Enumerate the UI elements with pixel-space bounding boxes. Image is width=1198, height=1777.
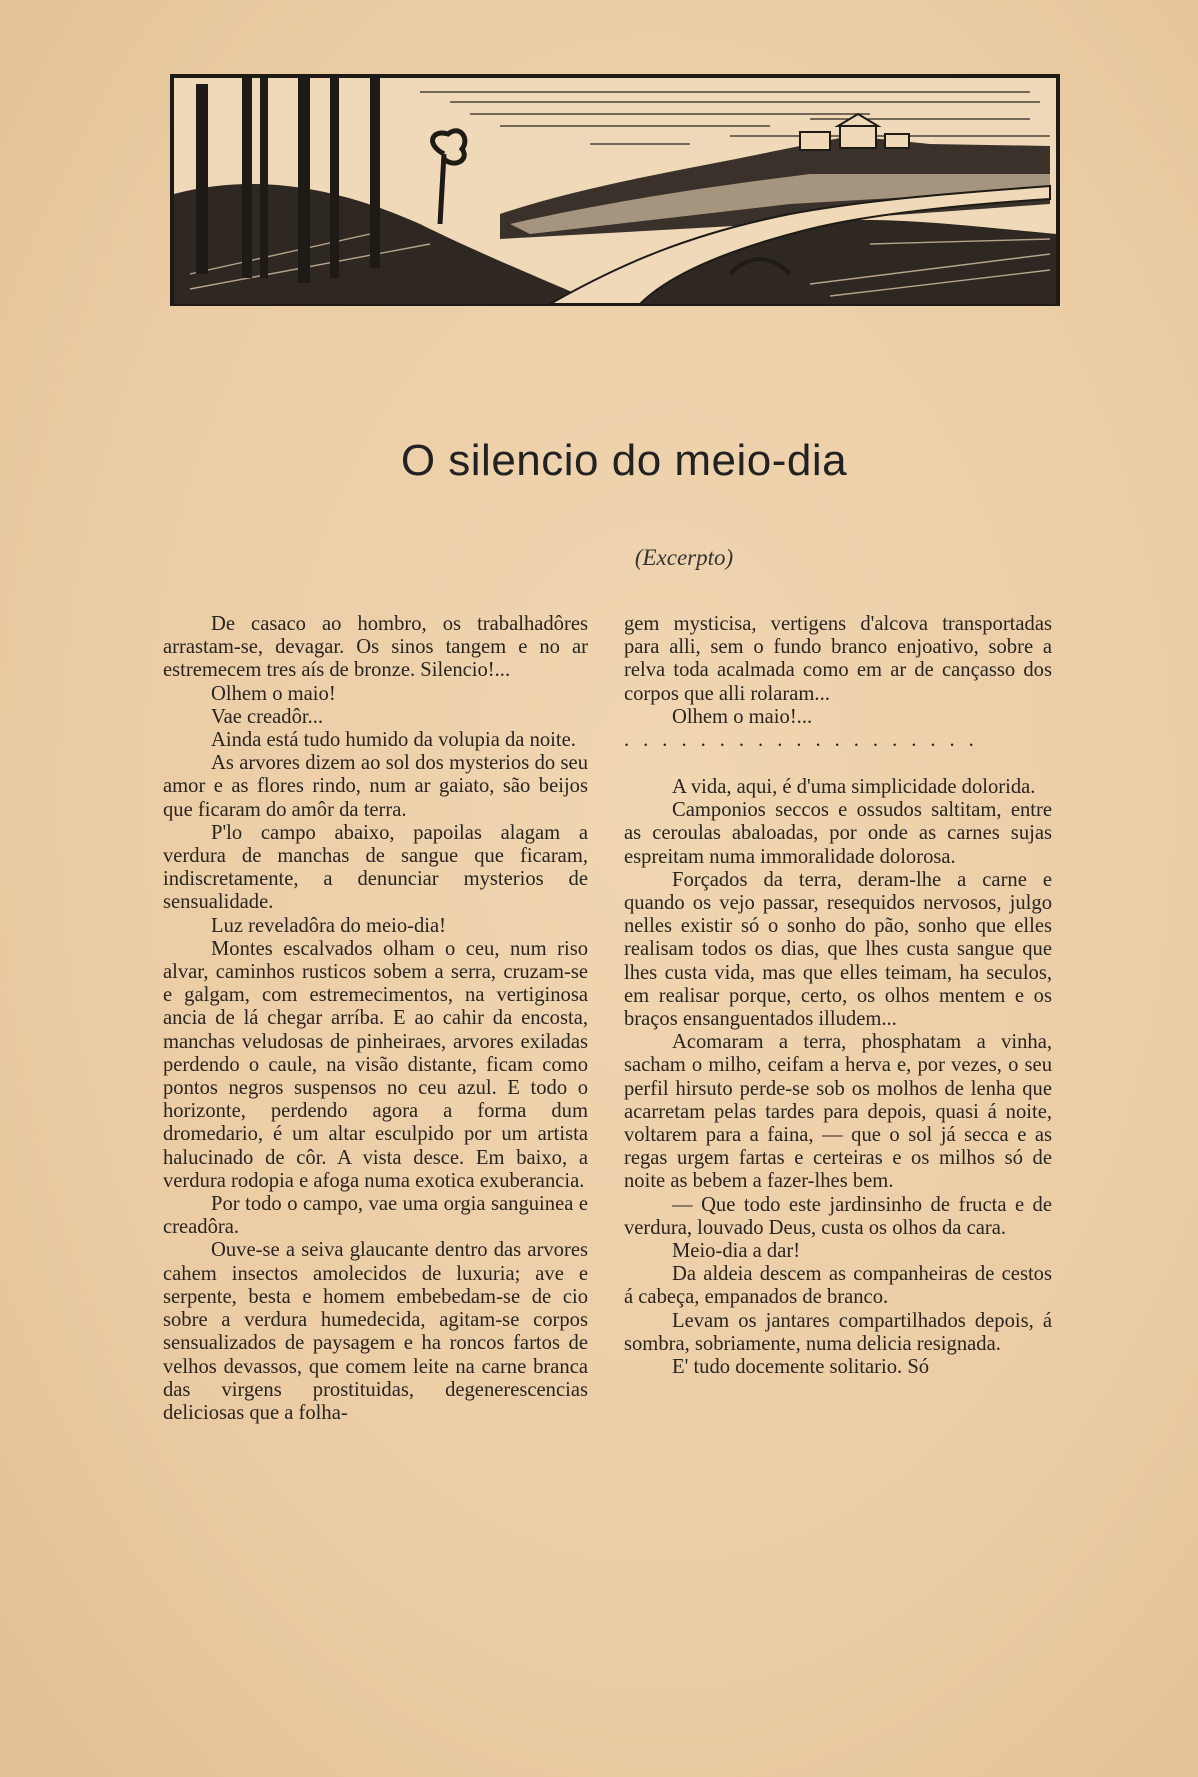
paragraph: As arvores dizem ao sol dos mysterios do seu amor e as flores rindo, num ar gaiato, são beijos que ficaram do amôr da terra. <box>163 752 588 821</box>
paragraph: Forçados da terra, deram-lhe a carne e quando os vejo passar, resequidos nervosos, julgo nelles existir só o sonho do pão, sonho que elles realisam todos os dias, que lhes custa sangue que lhes custa vida, mas que elles teimam, ha seculos, em realisar porque, certo, os olhos mentem e os braços ensanguentados illudem... <box>624 868 1052 1031</box>
article-subtitle: (Excerpto) <box>634 545 734 570</box>
paragraph: Levam os jantares compartilhados depois, á sombra, sobriamente, numa delicia resignada. <box>624 1309 1052 1355</box>
paragraph: P'lo campo abaixo, papoilas alagam a verdura de manchas de sangue que ficaram, indiscretamente, a denunciar mysterios de sensualidade. <box>163 821 588 914</box>
right-column <box>624 613 1052 1379</box>
paragraph: Camponios seccos e ossudos saltitam, entre as ceroulas abaloadas, por onde as carnes sujas espreitam numa immoralidade dolorosa. <box>624 799 1052 868</box>
paragraph: Vae creadôr... <box>211 705 324 728</box>
paragraph: A vida, aqui, é d'uma simplicidade dolorida. <box>672 776 1036 799</box>
paragraph: Da aldeia descem as companheiras de cestos á cabeça, empanados de branco. <box>624 1263 1052 1309</box>
paragraph: Luz reveladôra do meio-dia! <box>211 914 446 937</box>
paragraph: Ainda está tudo humido da volupia da noite. <box>211 729 576 752</box>
paragraph: Por todo o campo, vae uma orgia sanguinea e creadôra. <box>163 1193 588 1239</box>
paragraph: Olhem o maio! <box>211 682 336 705</box>
paragraph: Ouve-se a seiva glaucante dentro das arvores cahem insectos amolecidos de luxuria; ave e serpente, besta e homem embebedam-se de cio sobre a verdura humedecida, agitam-se corpos sensualizados de paysagem e ha roncos fartos de velhos devassos, que comem leite na carne branca das virgens prostituidas, degenerescencias deliciosas que a folha- <box>163 1239 588 1424</box>
landscape-illustration <box>170 74 1060 306</box>
paragraph: Meio-dia a dar! <box>672 1240 801 1263</box>
landscape-engraving-icon <box>170 74 1060 306</box>
paragraph: Acomaram a terra, phosphatam a vinha, sacham o milho, ceifam a herva e, por vezes, o seu perfil hirsuto perde-se sob os molhos de lenha que acarretam pelas tardes para depois, quasi á noite, voltarem para a faina, — que o sol já secca e as regas urgem fartas e certeiras e os milhos só de noite as bebem a fazer-lhes bem. <box>624 1031 1052 1193</box>
left-column <box>163 613 588 1425</box>
paragraph: E' tudo docemente solitario. Só <box>672 1356 930 1379</box>
paragraph: Montes escalvados olham o ceu, num riso alvar, caminhos rusticos sobem a serra, cruzam-se e galgam, com estremecimentos, na vertiginosa ancia de lá chegar arríba. E ao cahir da encosta, manchas veludosas de pinheiraes, arvores exiladas perdendo o caule, na visão distante, ficam como pontos negros suspensos no ceu azul. E todo o horizonte, perdendo agora a forma dum dromedario, é um altar esculpido por um artista halucinado de côr. A vista desce. Em baixo, a verdura rodopia e afoga numa exotica exuberancia. <box>163 937 588 1192</box>
article-title: O silencio do meio-dia <box>400 436 848 485</box>
paragraph: ................... <box>624 729 988 752</box>
paragraph: gem mysticisa, vertigens d'alcova transportadas para alli, sem o fundo branco enjoativo, sobre a relva toda acalmada como em ar de cançasso dos corpos que alli rolaram... <box>624 613 1052 705</box>
paragraph: De casaco ao hombro, os trabalhadôres arrastam-se, devagar. Os sinos tangem e no ar estremecem tres aís de bronze. Silencio!... <box>163 613 588 682</box>
paragraph: Olhem o maio!... <box>672 705 813 728</box>
paragraph: — Que todo este jardinsinho de fructa e de verdura, louvado Deus, custa os olhos da cara. <box>624 1193 1052 1239</box>
